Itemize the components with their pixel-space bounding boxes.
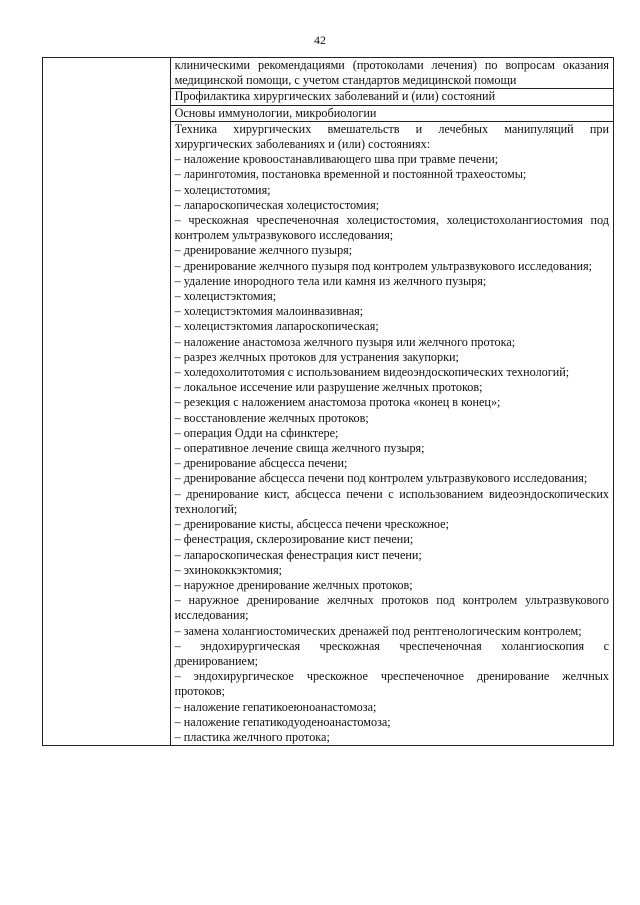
list-item: – наложение гепатикодуоденоанастомоза;: [174, 714, 391, 729]
list-item: – дренирование желчного пузыря;: [174, 243, 353, 258]
left-column-cell: [43, 58, 171, 746]
list-item: – операция Одди на сфинктере;: [174, 425, 339, 440]
list-item: – эхинококкэктомия;: [174, 562, 283, 577]
list-item: – эндохирургическая чрескожная чреспеченочная холангиоскопия с дренированием;: [174, 638, 609, 668]
list-item: – пластика желчного протока;: [174, 729, 330, 744]
list-item: – локальное иссечение или разрушение желчных протоков;: [174, 380, 483, 395]
techniques-cell: [170, 121, 613, 745]
list-item: – наложение гепатикоеюноанастомоза;: [174, 699, 377, 714]
immunology-cell: [170, 105, 613, 121]
list-item: – ларинготомия, постановка временной и постоянной трахеостомы;: [174, 167, 527, 182]
list-item: – дренирование абсцесса печени под контролем ультразвукового исследования;: [174, 471, 588, 486]
intro-text: клиническими рекомендациями (протоколами лечения) по вопросам оказания медицинской помощи, с учетом стандартов медицинской помощи: [174, 58, 609, 88]
prevention-cell: [170, 89, 613, 105]
techniques-heading: Техника хирургических вмешательств и лечебных манипуляций при хирургических заболеваниях и (или) состояниях:: [174, 121, 609, 152]
prevention-text: Профилактика хирургических заболеваний и (или) состояний: [174, 89, 496, 104]
list-item: – фенестрация, склерозирование кист печени;: [174, 532, 414, 547]
list-item: – дренирование кисты, абсцесса печени чрескожное;: [174, 517, 449, 532]
list-item: – холецистэктомия;: [174, 289, 277, 304]
techniques-list: [175, 152, 609, 745]
page-number: 42: [314, 33, 326, 47]
list-item: – разрез желчных протоков для устранения закупорки;: [174, 349, 459, 364]
list-item: – наложение анастомоза желчного пузыря или желчного протока;: [174, 334, 516, 349]
list-item: – дренирование кист, абсцесса печени с использованием видеоэндоскопических технологий;: [174, 486, 609, 516]
list-item: – холецистэктомия лапароскопическая;: [174, 319, 379, 334]
list-item: – чрескожная чреспеченочная холецистостомия, холецистохолангиостомия под контролем ультразвукового исследования;: [174, 213, 609, 243]
list-item: – наружное дренирование желчных протоков;: [174, 577, 413, 592]
list-item: – холедохолитотомия с использованием видеоэндоскопических технологий;: [174, 365, 570, 380]
list-item: – замена холангиостомических дренажей под рентгенологическим контролем;: [174, 623, 582, 638]
list-item: – эндохирургическое чрескожное чреспеченочное дренирование желчных протоков;: [174, 669, 609, 699]
list-item: – дренирование абсцесса печени;: [174, 456, 348, 471]
list-item: – резекция с наложением анастомоза протока «конец в конец»;: [174, 395, 501, 410]
list-item: – оперативное лечение свища желчного пузыря;: [174, 441, 425, 456]
list-item: – холецистэктомия малоинвазивная;: [174, 304, 364, 319]
table-row: [43, 58, 614, 89]
list-item: – лапароскопическая фенестрация кист печени;: [174, 547, 422, 562]
list-item: – восстановление желчных протоков;: [174, 410, 369, 425]
list-item: – наложение кровоостанавливающего шва при травме печени;: [174, 152, 499, 167]
immunology-text: Основы иммунологии, микробиологии: [174, 105, 377, 120]
list-item: – удаление инородного тела или камня из желчного пузыря;: [174, 273, 487, 288]
list-item: – дренирование желчного пузыря под контролем ультразвукового исследования;: [174, 258, 592, 273]
document-table: [42, 57, 614, 746]
list-item: – наружное дренирование желчных протоков под контролем ультразвукового исследования;: [174, 593, 609, 623]
list-item: – холецистотомия;: [174, 182, 271, 197]
intro-cell: [170, 58, 613, 89]
list-item: – лапароскопическая холецистостомия;: [174, 197, 380, 212]
